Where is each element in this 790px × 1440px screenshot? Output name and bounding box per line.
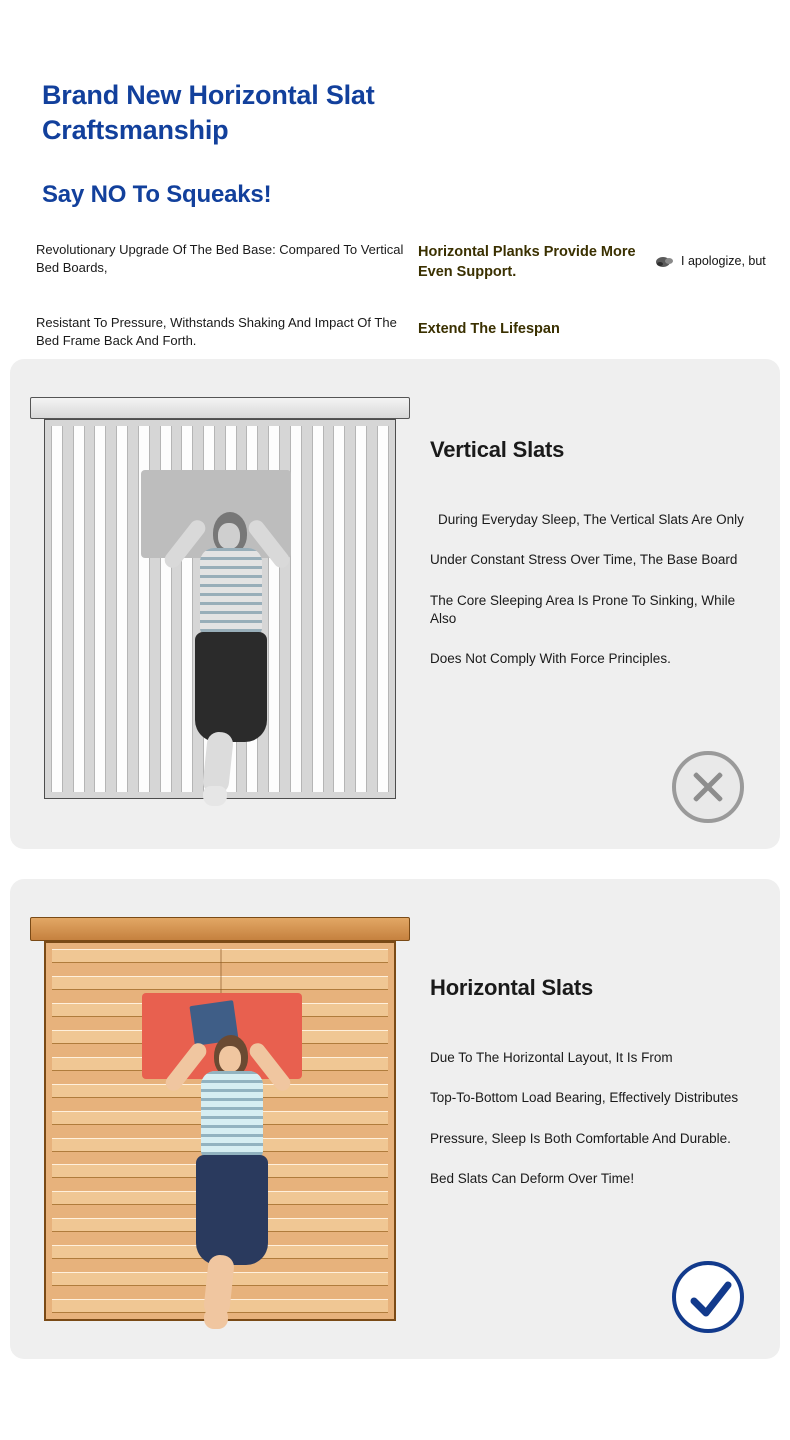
bed-frame [44, 941, 396, 1321]
panel-line: Bed Slats Can Deform Over Time! [430, 1170, 635, 1186]
shirt-stripes [201, 1071, 263, 1159]
intro-paragraph-2: Resistant To Pressure, Withstands Shaking And Impact Of The Bed Frame Back And Forth. [36, 315, 397, 348]
slat [355, 426, 367, 792]
vertical-panel-text [430, 437, 780, 690]
foot [203, 786, 227, 806]
panel-line: Under Constant Stress Over Time, The Base Board [430, 552, 738, 568]
panel-line: Due To The Horizontal Layout, It Is From [430, 1050, 673, 1066]
bed-headboard [30, 397, 410, 419]
panel-line: Does Not Comply With Force Principles. [430, 650, 671, 666]
legs [195, 632, 267, 742]
torso [201, 1071, 263, 1159]
comparison-panel-horizontal [10, 879, 780, 1359]
panel-line: During Everyday Sleep, The Vertical Slats Are Only [438, 512, 744, 528]
slat [290, 426, 302, 792]
intro-mid-line-1: Horizontal Planks Provide More Even Support. [418, 244, 636, 280]
slat [116, 426, 128, 792]
vertical-slat-bed-illustration [30, 397, 410, 807]
intro-middle-column [418, 243, 648, 340]
checkmark-icon [688, 1277, 734, 1323]
panel-line: Top-To-Bottom Load Bearing, Effectively Distributes [430, 1090, 739, 1106]
cross-badge-icon [672, 751, 744, 823]
slat [312, 426, 324, 792]
panel-title-vertical: Vertical Slats [430, 437, 565, 463]
panel-title-horizontal: Horizontal Slats [430, 975, 594, 1001]
smudge-icon [655, 255, 675, 269]
face [219, 1046, 241, 1072]
intro-mid-line-2: Extend The Lifespan [418, 321, 560, 338]
slat [333, 426, 345, 792]
legs [196, 1155, 268, 1265]
slat [73, 426, 85, 792]
intro-note [655, 253, 790, 269]
intro-paragraph-1: Revolutionary Upgrade Of The Bed Base: Compared To Vertical Bed Boards, [36, 242, 404, 275]
horizontal-panel-text [430, 975, 780, 1210]
page-subtitle: Say NO To Squeaks! [42, 181, 272, 209]
bed-headboard [30, 917, 410, 941]
comparison-panel-vertical [10, 359, 780, 849]
slat [94, 426, 106, 792]
slat [377, 426, 389, 792]
slat [51, 426, 63, 792]
torso [200, 548, 262, 636]
intro-left-column [36, 241, 406, 349]
panel-line: Pressure, Sleep Is Both Comfortable And Durable. [430, 1130, 731, 1146]
check-badge-icon [672, 1261, 744, 1333]
page-header [0, 0, 790, 209]
bed-frame [44, 419, 396, 799]
foot [204, 1309, 228, 1329]
panel-line: The Core Sleeping Area Is Prone To Sinking, While Also [430, 592, 736, 626]
page-title: Brand New Horizontal Slat Craftsmanship [42, 80, 375, 145]
horizontal-slat-bed-illustration [30, 917, 410, 1327]
face [218, 523, 240, 549]
intro-note-text: I apologize, but [681, 254, 766, 269]
shirt-stripes [200, 548, 262, 636]
intro-section [0, 241, 790, 359]
